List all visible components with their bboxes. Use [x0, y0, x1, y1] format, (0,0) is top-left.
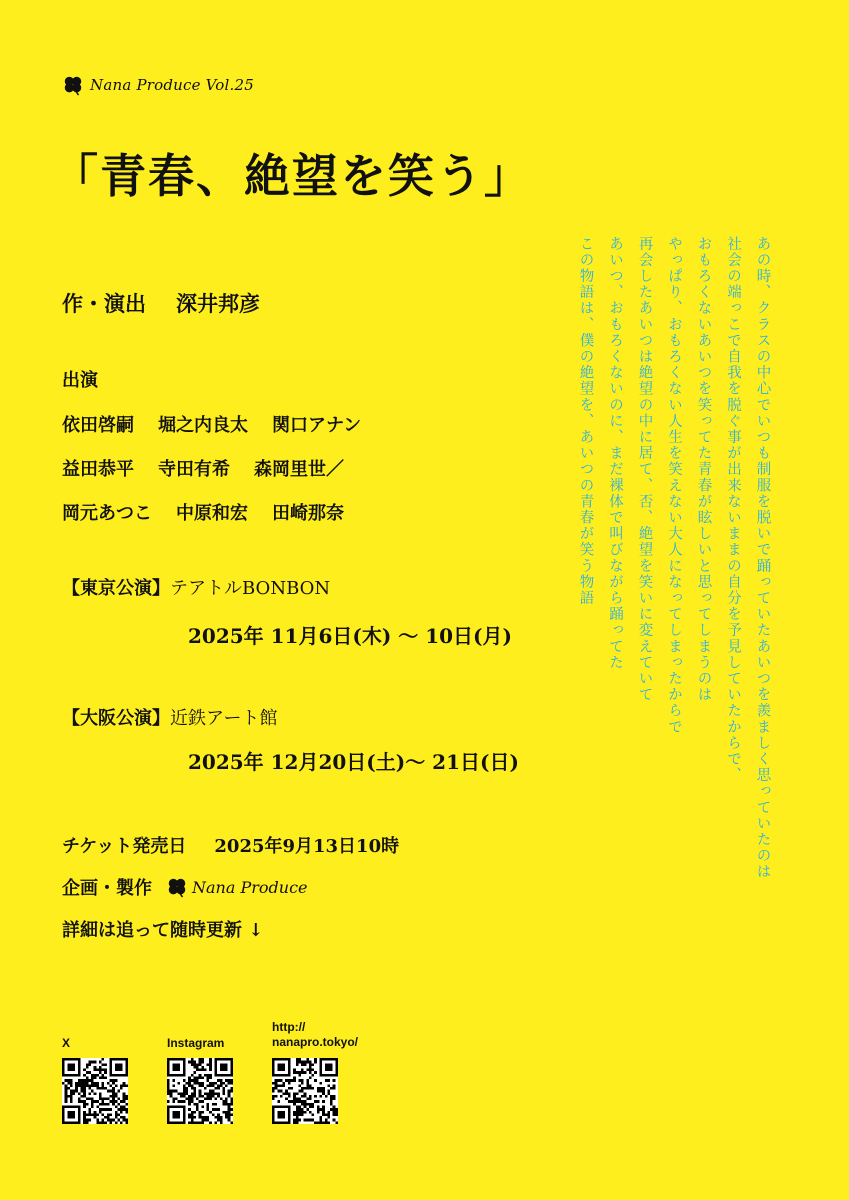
qr-code-website[interactable]	[272, 1058, 338, 1124]
series-brand	[62, 74, 254, 96]
osaka-venue	[62, 704, 277, 730]
cast-member: 堀之内良太	[158, 415, 248, 436]
producer-brand	[166, 876, 308, 898]
cast-member: 岡元あつこ	[62, 503, 152, 524]
director-name: 深井邦彦	[176, 291, 260, 316]
qr-code-instagram[interactable]	[167, 1058, 233, 1124]
cast-row	[62, 446, 361, 490]
clover-icon	[166, 876, 188, 898]
qr-label-x: X	[62, 1036, 71, 1050]
cast-member: 寺田有希	[158, 459, 230, 480]
ticket-info	[62, 832, 399, 858]
cast-member: 関口アナン	[272, 415, 362, 436]
producer-label: 企画・製作	[62, 878, 152, 899]
ticket-label: チケット発売日	[62, 836, 187, 857]
tokyo-venue	[62, 574, 330, 600]
cast-list	[62, 402, 361, 534]
synopsis-text	[570, 236, 777, 1056]
director-credit	[62, 288, 260, 318]
osaka-venue-name: 近鉄アート館	[170, 708, 278, 729]
tokyo-date: 2025年 11月6日(木) 〜 10日(月)	[188, 624, 512, 648]
synopsis-line: 社会の端っこで自我を脱ぐ事が出来ないままの自分を予見していたからで、	[725, 236, 741, 784]
page-title: 「青春、絶望を笑う」	[52, 149, 532, 203]
clover-icon	[62, 74, 84, 96]
cast-row	[62, 402, 361, 446]
director-label: 作・演出	[62, 291, 146, 316]
cast-member: 依田啓嗣	[62, 415, 134, 436]
cast-member: 森岡里世／	[254, 459, 344, 480]
cast-member: 益田恭平	[62, 459, 134, 480]
qr-label-instagram: Instagram	[167, 1036, 225, 1050]
tokyo-label: 【東京公演】	[62, 578, 170, 599]
synopsis-line: この物語は、僕の絶望を、あいつの青春が笑う物語	[577, 236, 594, 607]
synopsis-line: あの時、クラスの中心でいつも制服を脱いで踊っていたあいつを羨ましく思っていたのは	[754, 236, 771, 880]
cast-member: 中原和宏	[176, 503, 248, 524]
ticket-date: 2025年9月13日10時	[214, 836, 400, 857]
osaka-date: 2025年 12月20日(土)〜 21日(日)	[188, 750, 519, 774]
osaka-label: 【大阪公演】	[62, 708, 170, 729]
synopsis-line: やっぱり、おもろくない人生を笑えない大人になってしまったからで	[666, 236, 682, 736]
producer-credit	[62, 874, 308, 900]
synopsis-line: あいつ、おもろくないのに、まだ裸体で叫びながら踊ってた	[607, 236, 623, 671]
qr-label-website: http:// nanapro.tokyo/	[272, 1020, 359, 1049]
qr-code-x[interactable]	[62, 1058, 128, 1124]
cast-row	[62, 490, 361, 534]
producer-brand-name: Nana Produce	[192, 877, 308, 897]
synopsis-line: おもろくないあいつを笑ってた青春が眩しいと思ってしまうのは	[695, 236, 712, 703]
series-label: Nana Produce Vol.25	[90, 76, 254, 94]
synopsis-line: 再会したあいつは絶望の中に居て、否、絶望を笑いに変えていて	[636, 236, 653, 703]
details-note: 詳細は追って随時更新 ↓	[62, 920, 264, 941]
cast-member: 田崎那奈	[272, 503, 344, 524]
tokyo-venue-name: テアトルBONBON	[170, 578, 331, 599]
cast-heading: 出演	[62, 370, 98, 391]
